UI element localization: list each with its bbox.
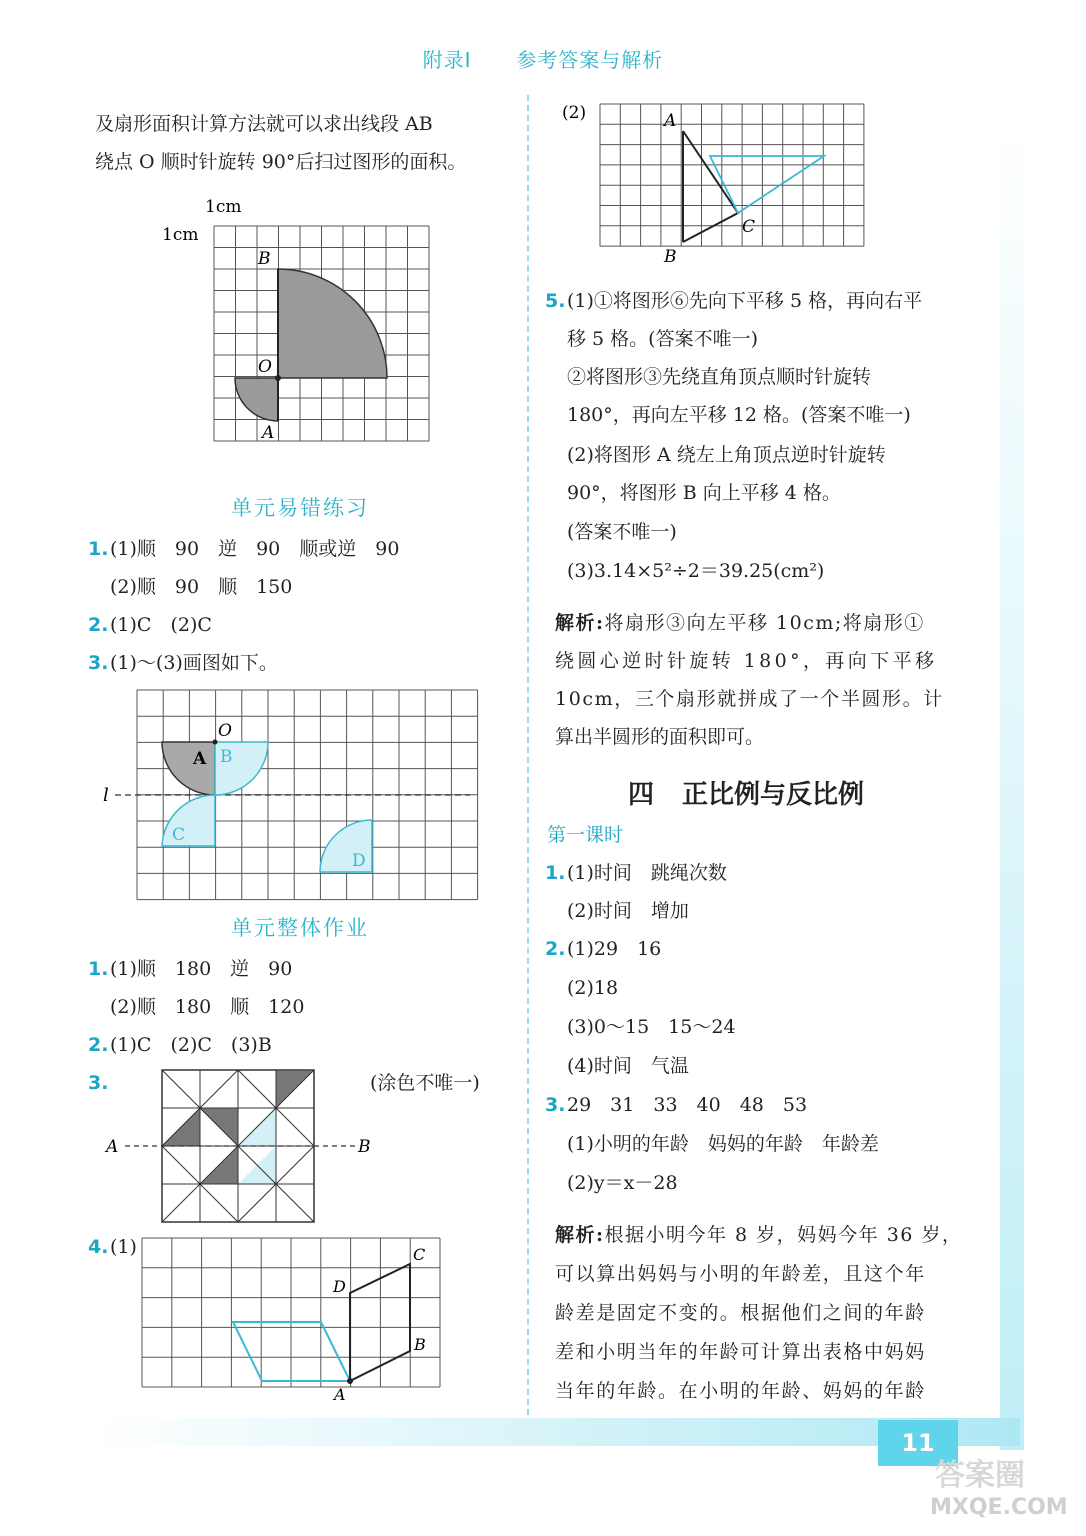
r2-line-b: (2)18 — [567, 977, 619, 999]
analysis-2-line-3: 龄差是固定不变的。根据他们之间的年龄 — [555, 1302, 926, 1324]
label-c: C — [172, 825, 186, 845]
figure-triangle-rotation — [560, 98, 890, 274]
analysis-2-line-1 — [555, 1216, 962, 1254]
label-d: D — [352, 851, 366, 871]
num-r3: 3. — [545, 1094, 566, 1116]
r2-a-text: (1)29 16 — [567, 938, 662, 960]
label-b: B — [358, 1137, 371, 1157]
part-label: (2) — [562, 103, 587, 123]
num-w1: 1. — [88, 958, 109, 980]
analysis-2-line-2: 可以算出妈妈与小明的年龄差，且这个年 — [555, 1263, 926, 1285]
q5-l1-text: (1)①将图形⑥先向下平移 5 格，再向右平 — [567, 290, 923, 312]
point-a — [347, 1378, 353, 1384]
lesson-title: 第一课时 — [547, 824, 624, 846]
e3-text: (1)～(3)画图如下。 — [110, 652, 278, 674]
label-a: A — [334, 1385, 346, 1404]
r1-a-text: (1)时间 跳绳次数 — [567, 862, 727, 884]
r2-line-d: (4)时间 气温 — [567, 1055, 689, 1077]
chapter-number: 四 — [628, 780, 655, 810]
decorative-band-right — [1000, 110, 1024, 1450]
column-divider — [527, 95, 529, 1435]
a2-l1-text: 根据小明今年 8 岁，妈妈今年 36 岁， — [604, 1224, 963, 1246]
w1-a-text: (1)顺 180 逆 90 — [110, 958, 293, 980]
w2-text: (1)C (2)C (3)B — [110, 1034, 272, 1056]
error-answer-3 — [88, 644, 278, 682]
figure-transformations — [100, 688, 480, 903]
whole-answer-2 — [88, 1026, 272, 1064]
section-title-errors: 单元易错练习 — [231, 496, 369, 520]
num-r1: 1. — [545, 862, 566, 884]
label-l: l — [103, 785, 109, 806]
appendix-label: 附录Ⅰ — [422, 48, 472, 72]
figure-rotation-sector — [160, 192, 440, 442]
analysis-2-line-5: 当年的年龄。在小明的年龄、妈妈的年龄 — [555, 1380, 926, 1402]
num-e2: 2. — [88, 614, 109, 636]
whole-answer-1b: (2)顺 180 顺 120 — [110, 996, 305, 1018]
whole-answer-1a — [88, 950, 292, 988]
label-a: A — [106, 1137, 119, 1157]
label-a: A — [262, 423, 275, 442]
num-e3: 3. — [88, 652, 109, 674]
analysis-2-line-4: 差和小明当年的年龄可计算出表格中妈妈 — [555, 1341, 926, 1363]
label-b: B — [664, 247, 677, 267]
error-answer-1a — [88, 530, 399, 568]
q5-line-1 — [545, 282, 922, 320]
w4-part: (1) — [110, 1236, 137, 1258]
figure-symmetry-tiles — [100, 1068, 380, 1226]
shape-c — [162, 795, 215, 846]
label-c: C — [742, 217, 756, 237]
q5-line-6: 90°，将图形 B 向上平移 4 格。 — [567, 482, 841, 504]
label-b: B — [220, 747, 233, 767]
small-sector — [235, 378, 278, 421]
section-title-whole: 单元整体作业 — [231, 916, 369, 940]
label-c: C — [413, 1245, 426, 1264]
num-r2: 2. — [545, 938, 566, 960]
label-a: A — [193, 749, 207, 769]
r3-line-b: (1)小明的年龄 妈妈的年龄 年龄差 — [567, 1133, 879, 1155]
whole-answer-4 — [88, 1228, 137, 1266]
label-d: D — [333, 1277, 346, 1296]
r1-line-a — [545, 854, 727, 892]
page-number: 11 — [878, 1420, 958, 1466]
r3-line-c: (2)y＝x－28 — [567, 1172, 678, 1194]
num-w4: 4. — [88, 1236, 109, 1258]
chapter-title: 正比例与反比例 — [682, 780, 865, 810]
label-o: O — [258, 357, 272, 377]
unit-top-label: 1cm — [205, 197, 242, 217]
unit-left-label: 1cm — [162, 225, 199, 245]
r3-line-a — [545, 1086, 807, 1124]
num-e1: 1. — [88, 538, 109, 560]
point-o — [275, 375, 281, 381]
analysis-1-line-2: 绕圆心逆时针旋转 180°，再向下平移 — [555, 650, 938, 672]
label-b: B — [258, 249, 271, 269]
analysis-1-line-3: 10cm，三个扇形就拼成了一个半圆形。计 — [555, 688, 944, 710]
q5-line-7: (答案不唯一) — [567, 521, 677, 543]
label-b: B — [414, 1335, 426, 1354]
e2-text: (1)C (2)C — [110, 614, 212, 636]
header-title: 参考答案与解析 — [516, 48, 664, 72]
page-header — [0, 44, 1086, 73]
intro-line-2: 绕点 O 顺时针旋转 90°后扫过图形的面积。 — [95, 151, 467, 173]
a1-l1-text: 将扇形③向左平移 10cm;将扇形① — [604, 612, 925, 634]
analysis-2-label: 解析: — [555, 1224, 605, 1246]
r2-line-c: (3)0～15 15～24 — [567, 1016, 736, 1038]
error-answer-1b: (2)顺 90 顺 150 — [110, 576, 293, 598]
shape-a — [162, 742, 215, 795]
large-sector — [278, 269, 387, 378]
r1-line-b: (2)时间 增加 — [567, 900, 689, 922]
num-q5: 5. — [545, 290, 566, 312]
analysis-1-label: 解析: — [555, 612, 605, 634]
grid-4 — [142, 1238, 440, 1387]
num-w2: 2. — [88, 1034, 109, 1056]
q5-line-5: (2)将图形 A 绕左上角顶点逆时针旋转 — [567, 444, 886, 466]
label-a: A — [664, 111, 677, 131]
r3-a-text: 29 31 33 40 48 53 — [567, 1094, 808, 1116]
whole-answer-3-note: (涂色不唯一) — [370, 1072, 480, 1094]
point-o — [213, 740, 218, 745]
q5-line-8: (3)3.14×5²÷2＝39.25(cm²) — [567, 560, 825, 582]
analysis-1-line-4: 算出半圆形的面积即可。 — [555, 726, 765, 748]
r2-line-a — [545, 930, 661, 968]
analysis-1-line-1 — [555, 604, 925, 642]
label-o: O — [218, 721, 232, 741]
error-answer-2 — [88, 606, 212, 644]
figure-parallelogram — [140, 1236, 445, 1412]
q5-line-3: ②将图形③先绕直角顶点顺时针旋转 — [567, 366, 872, 388]
watermark-url: MXQE.COM — [930, 1495, 1068, 1520]
num-w3: 3. — [88, 1072, 109, 1094]
q5-line-2: 移 5 格。(答案不唯一) — [567, 328, 758, 350]
grid-5 — [600, 104, 864, 246]
q5-line-4: 180°，再向左平移 12 格。(答案不唯一) — [567, 404, 911, 426]
watermark-logo: 答案圈 — [935, 1458, 1025, 1493]
intro-line-1: 及扇形面积计算方法就可以求出线段 AB — [95, 113, 433, 135]
e1-a-text: (1)顺 90 逆 90 顺或逆 90 — [110, 538, 400, 560]
chapter-heading — [628, 774, 864, 811]
